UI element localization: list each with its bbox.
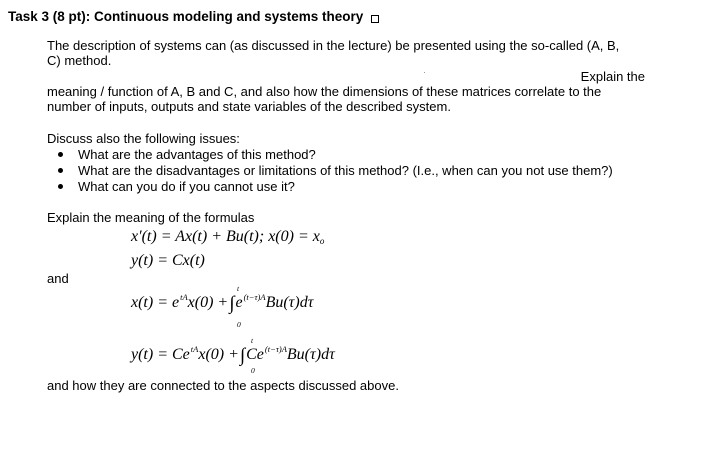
- output-solution-equation: $y(t) = Ce^{tA}x(0) +\int Ce^{(t-\tau)A}Bu(\tau)d\tau$: [131, 344, 335, 366]
- bullet-text: What are the advantages of this method?: [78, 147, 316, 162]
- bullet-icon: [58, 184, 63, 189]
- bullet-icon: [58, 168, 63, 173]
- integral-icon: ∫: [239, 345, 246, 366]
- description-line-4: meaning / function of A, B and C, and also how the dimensions of these matrices correlate to the: [47, 84, 602, 99]
- bullet-icon: [58, 152, 63, 157]
- task-heading: Task 3 (8 pt): Continuous modeling and systems theory: [8, 9, 364, 24]
- integral-icon: ∫: [229, 293, 235, 314]
- integral-lower-limit: 0: [251, 366, 255, 375]
- description-line-3: Explain the: [580, 69, 645, 84]
- integral-lower-limit: 0: [237, 320, 241, 329]
- and-label: and: [47, 271, 69, 286]
- integral-upper-limit: t: [251, 336, 254, 345]
- output-equation: y(t) = Cx(t): [131, 252, 205, 269]
- discussion-intro: Discuss also the following issues:: [47, 131, 240, 146]
- bullet-text: What can you do if you cannot use it?: [78, 179, 295, 194]
- list-item: [58, 147, 316, 162]
- list-item: [58, 163, 613, 178]
- state-solution-equation: $x(t) = e^{tA}x(0) +\int e^{(t-\tau)A}Bu(\tau)d\tau$: [131, 292, 314, 314]
- state-equation: x′(t) = Ax(t) + Bu(t); $x(0) = x_o$: [131, 228, 325, 246]
- description-line-5: number of inputs, outputs and state variables of the described system.: [47, 99, 451, 114]
- stray-dot: [424, 72, 425, 73]
- closing-text: and how they are connected to the aspects discussed above.: [47, 378, 399, 393]
- formulas-intro: Explain the meaning of the formulas: [47, 210, 255, 225]
- integral-upper-limit: t: [237, 284, 240, 293]
- description-line-2: C) method.: [47, 53, 112, 68]
- task-checkbox[interactable]: [371, 15, 379, 23]
- list-item: [58, 179, 295, 194]
- description-line-1: The description of systems can (as discussed in the lecture) be presented using the so-called (A, B,: [47, 38, 620, 53]
- bullet-text: What are the disadvantages or limitations of this method? (I.e., when can you not use them?): [78, 163, 613, 178]
